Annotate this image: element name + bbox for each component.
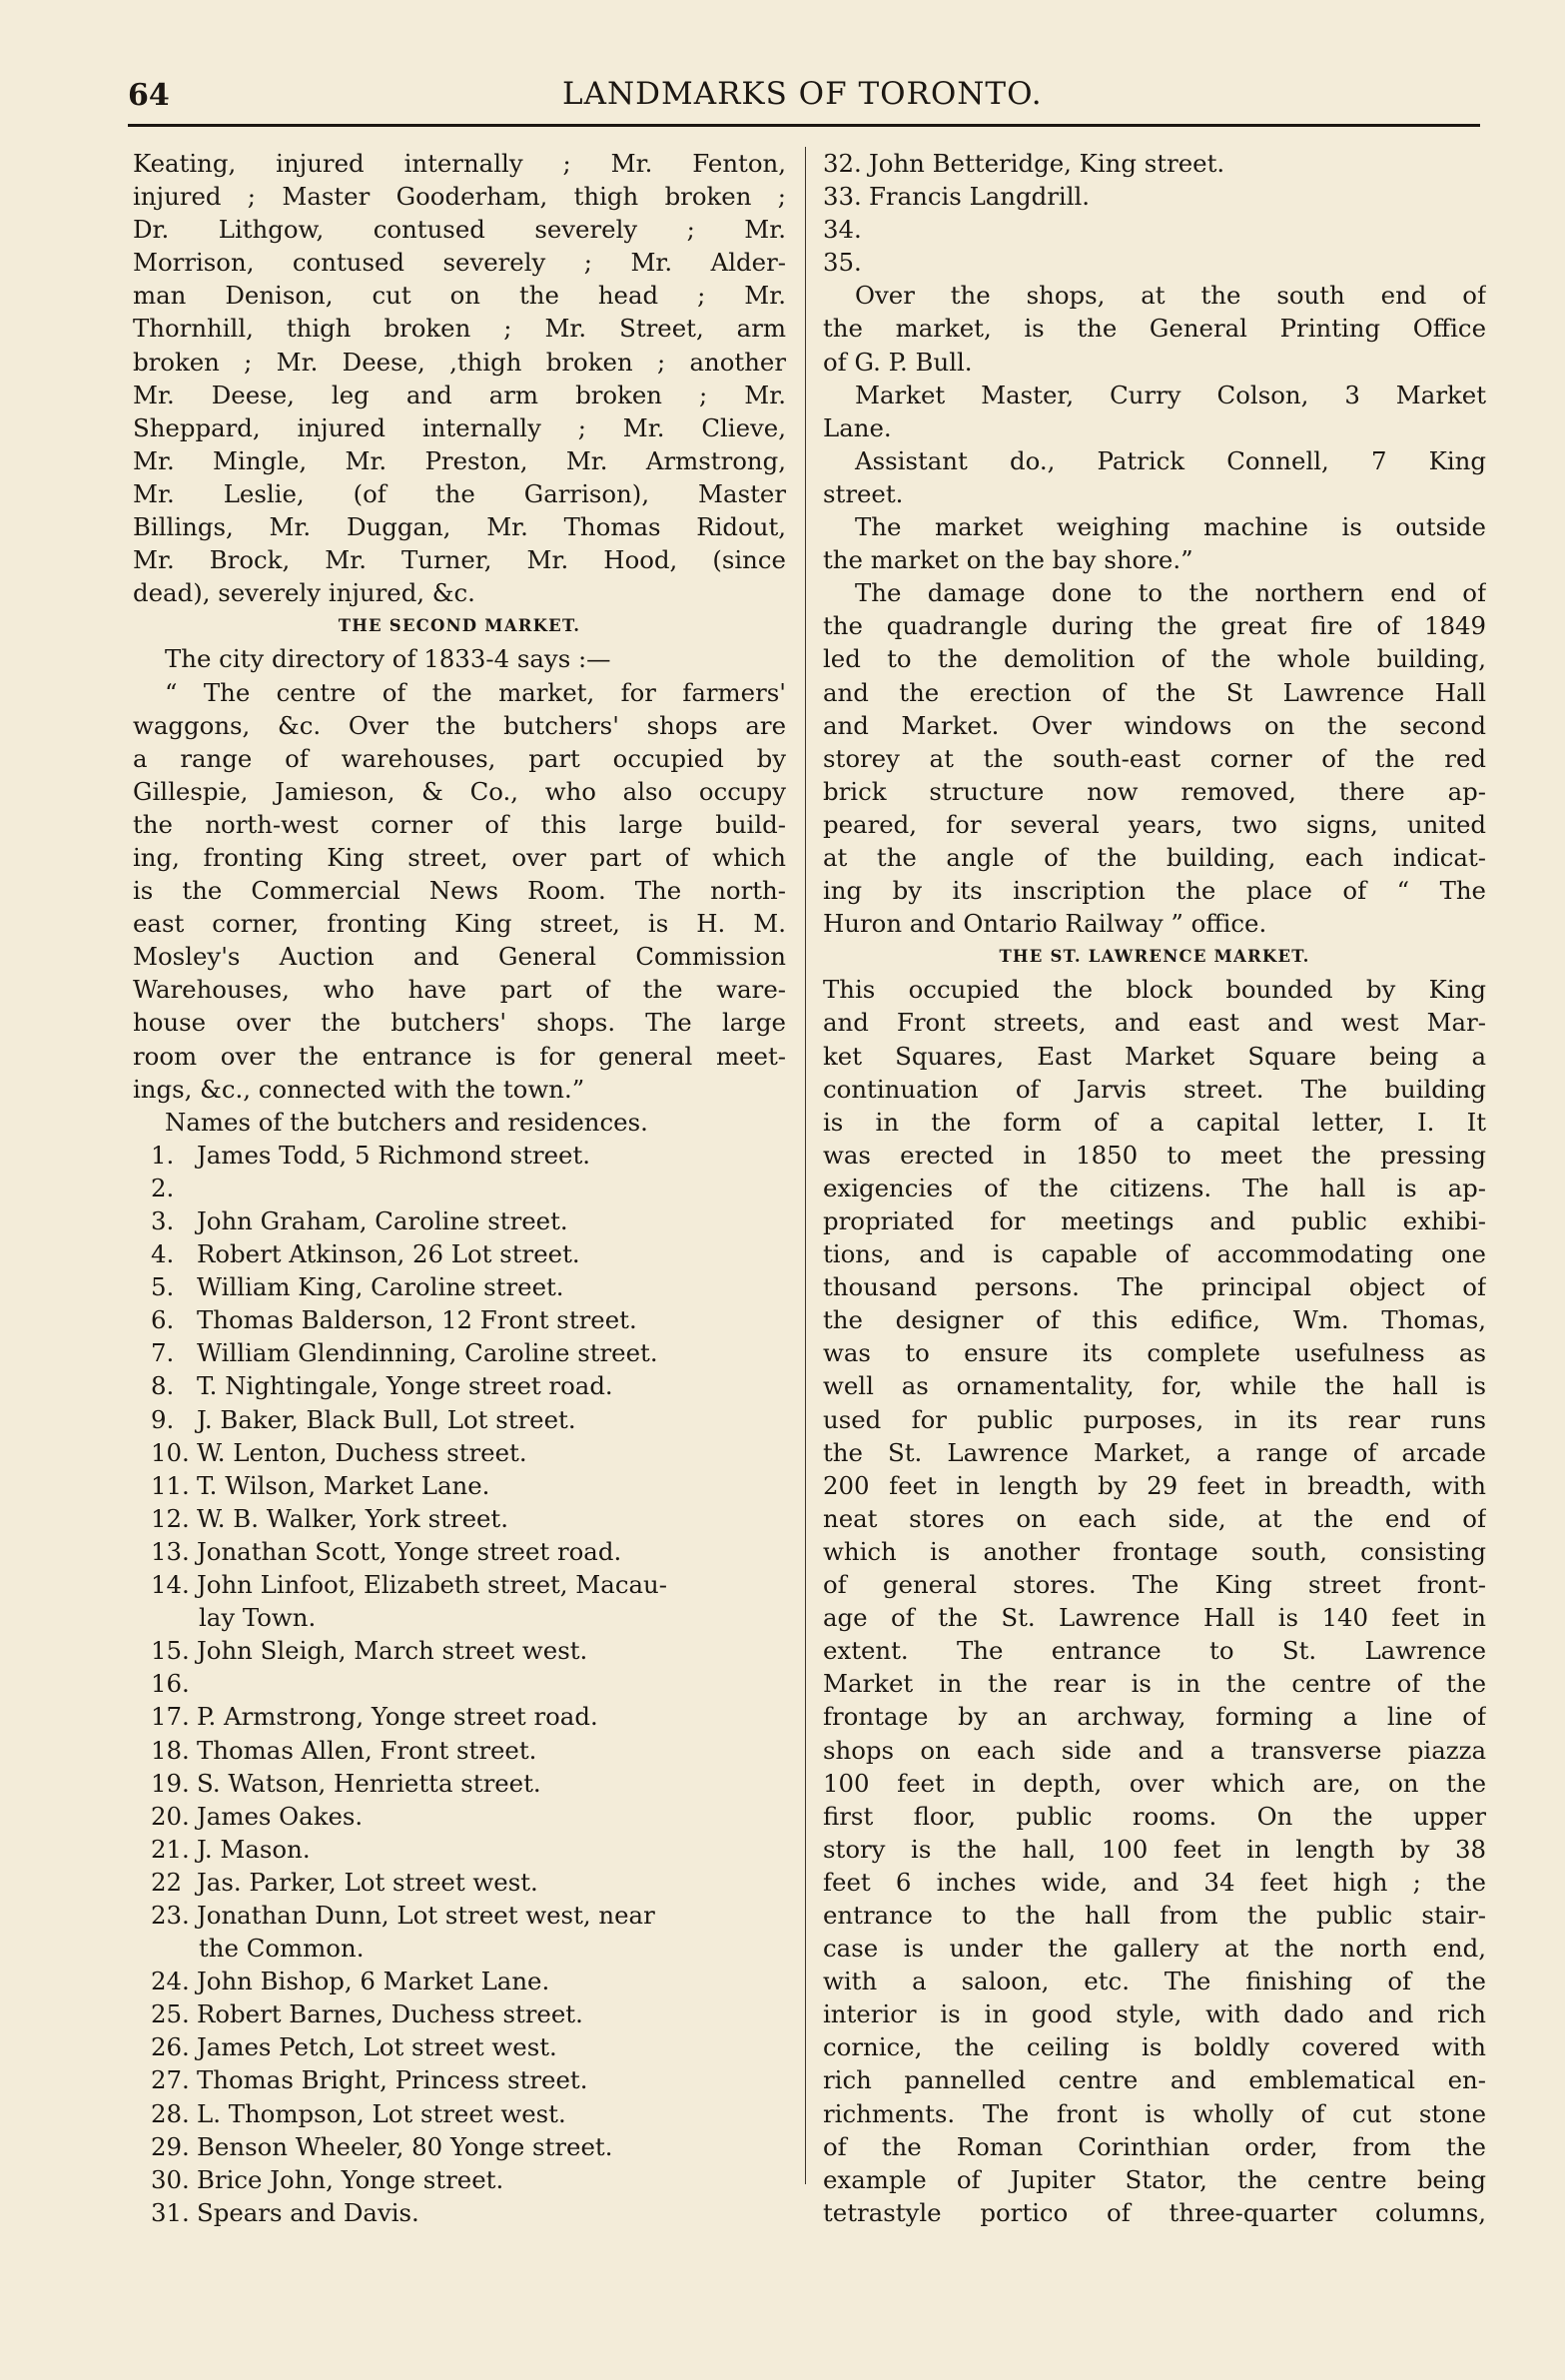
list-item <box>133 1369 786 1402</box>
text-line: Mr. Mingle, Mr. Preston, Mr. Armstrong, <box>133 445 786 475</box>
list-item-number: 7. <box>151 1338 175 1368</box>
text-line: feet 6 inches wide, and 34 feet high ; the <box>823 1867 1486 1897</box>
list-item-text: J. Baker, Black Bull, Lot street. <box>197 1404 576 1434</box>
list-item <box>133 1568 786 1601</box>
text-line: Market Master, Curry Colson, 3 Market <box>855 380 1486 409</box>
list-item-text: John Graham, Caroline street. <box>197 1206 568 1235</box>
list-item-number: 32. <box>823 149 862 178</box>
list-item-text: James Todd, 5 Richmond street. <box>197 1140 591 1170</box>
list-item-number: 4. <box>151 1239 175 1269</box>
text-line: Assistant do., Patrick Connell, 7 King <box>855 445 1486 475</box>
list-item-text: James Petch, Lot street west. <box>197 2032 557 2062</box>
text-line: with a saloon, etc. The finishing of the <box>823 1967 1486 1996</box>
text-line: Over the shops, at the south end of <box>855 281 1486 311</box>
list-item <box>133 1667 786 1700</box>
list-item-text: John Betteridge, King street. <box>869 149 1225 178</box>
list-item <box>133 1403 786 1436</box>
list-item <box>133 2063 786 2096</box>
list-item-text: Thomas Bright, Princess street. <box>197 2065 588 2095</box>
text-line: the Common. <box>199 1934 365 1964</box>
list-item-number: 24. <box>151 1967 190 1996</box>
list-item-number: 30. <box>151 2164 190 2194</box>
text-line: storey at the south-east corner of the red <box>823 743 1486 773</box>
text-line: frontage by an archway, forming a line of <box>823 1702 1486 1732</box>
text-line: Warehouses, who have part of the ware- <box>133 975 786 1005</box>
text-line: and Front streets, and east and west Mar- <box>823 1008 1486 1038</box>
running-title: LANDMARKS OF TORONTO. <box>562 76 1043 112</box>
text-line: Lane. <box>823 412 892 442</box>
list-item <box>133 2130 786 2163</box>
list-item-number: 8. <box>151 1371 175 1401</box>
list-item <box>823 180 1486 213</box>
list-item <box>823 147 1486 180</box>
list-item <box>133 1767 786 1800</box>
text-line: exigencies of the citizens. The hall is ap- <box>823 1173 1486 1202</box>
text-line: was to ensure its complete usefulness as <box>823 1338 1486 1368</box>
list-item-text: James Oakes. <box>197 1801 364 1831</box>
list-item-number: 20. <box>151 1801 190 1831</box>
list-item-text: J. Mason. <box>197 1834 311 1864</box>
list-item <box>823 213 1486 246</box>
list-item <box>133 1700 786 1733</box>
text-line: brick structure now removed, there ap- <box>823 776 1486 806</box>
list-item-text: Thomas Allen, Front street. <box>197 1735 537 1765</box>
text-line: peared, for several years, two signs, united <box>823 809 1486 839</box>
text-line: ket Squares, East Market Square being a <box>823 1041 1486 1071</box>
list-item-text: John Sleigh, March street west. <box>197 1636 588 1666</box>
list-item-number: 28. <box>151 2098 190 2128</box>
list-item <box>823 246 1486 279</box>
text-line: street. <box>823 478 904 508</box>
list-item <box>133 1237 786 1270</box>
text-line: The city directory of 1833-4 says :— <box>165 644 611 674</box>
text-line: of G. P. Bull. <box>823 347 973 377</box>
list-item <box>133 1303 786 1336</box>
list-item <box>133 1270 786 1303</box>
list-item-number: 25. <box>151 1999 190 2029</box>
list-item-number: 12. <box>151 1503 190 1533</box>
text-line: lay Town. <box>199 1603 317 1633</box>
text-line: Names of the butchers and residences. <box>165 1107 648 1137</box>
list-item <box>133 1997 786 2030</box>
list-item-text: Brice John, Yonge street. <box>197 2164 504 2194</box>
list-item-text: T. Wilson, Market Lane. <box>197 1470 490 1500</box>
list-item-text: Benson Wheeler, 80 Yonge street. <box>197 2131 613 2161</box>
list-item-number: 9. <box>151 1404 175 1434</box>
text-line: the market on the bay shore.” <box>823 545 1193 575</box>
list-item-text: John Linfoot, Elizabeth street, Macau- <box>197 1570 667 1600</box>
list-item-number: 2. <box>151 1173 175 1202</box>
column-divider <box>805 147 806 2184</box>
list-item-text: P. Armstrong, Yonge street road. <box>197 1702 598 1732</box>
text-line: injured ; Master Gooderham, thigh broken ; <box>133 182 786 212</box>
list-item-number: 23. <box>151 1900 190 1930</box>
text-line: Market in the rear is in the centre of the <box>823 1669 1486 1699</box>
text-line: Huron and Ontario Railway ” office. <box>823 909 1267 939</box>
list-item-number: 33. <box>823 182 862 212</box>
list-item-text: John Bishop, 6 Market Lane. <box>197 1967 550 1996</box>
list-item-text: Jas. Parker, Lot street west. <box>197 1867 538 1897</box>
text-line: ings, &c., connected with the town.” <box>133 1074 585 1104</box>
text-line: The damage done to the northern end of <box>855 578 1486 608</box>
list-item-text: Spears and Davis. <box>197 2197 419 2227</box>
list-item-text: Francis Langdrill. <box>869 182 1091 212</box>
text-line: broken ; Mr. Deese, ,thigh broken ; another <box>133 347 786 377</box>
list-item-text: Thomas Balderson, 12 Front street. <box>197 1305 637 1335</box>
list-item-number: 19. <box>151 1768 190 1798</box>
list-item-text: William King, Caroline street. <box>197 1272 564 1302</box>
right-column <box>823 147 1486 2229</box>
list-item-text: William Glendinning, Caroline street. <box>197 1338 658 1368</box>
list-item <box>133 1800 786 1833</box>
text-line: and the erection of the St Lawrence Hall <box>823 677 1486 707</box>
text-line: neat stores on each side, at the end of <box>823 1503 1486 1533</box>
list-item-text: Robert Barnes, Duchess street. <box>197 1999 583 2029</box>
text-line: room over the entrance is for general meet- <box>133 1041 786 1071</box>
text-line: This occupied the block bounded by King <box>823 975 1486 1005</box>
list-item <box>133 1734 786 1767</box>
text-line: east corner, fronting King street, is H. M. <box>133 909 786 939</box>
list-item-number: 21. <box>151 1834 190 1864</box>
text-line: Mr. Leslie, (of the Garrison), Master <box>133 478 786 508</box>
section-heading: THE ST. LAWRENCE MARKET. <box>999 947 1310 967</box>
list-item-number: 34. <box>823 215 862 245</box>
list-item-number: 26. <box>151 2032 190 2062</box>
list-item-number: 29. <box>151 2131 190 2161</box>
list-item-number: 5. <box>151 1272 175 1302</box>
text-line: age of the St. Lawrence Hall is 140 feet in <box>823 1603 1486 1633</box>
list-item-text: S. Watson, Henrietta street. <box>197 1768 541 1798</box>
text-line: story is the hall, 100 feet in length by 38 <box>823 1834 1486 1864</box>
text-line: a range of warehouses, part occupied by <box>133 743 786 773</box>
list-item-number: 14. <box>151 1570 190 1600</box>
list-item-text: W. Lenton, Duchess street. <box>197 1437 527 1467</box>
text-line: the market, is the General Printing Office <box>823 314 1486 344</box>
list-item-number: 11. <box>151 1470 190 1500</box>
list-item-number: 18. <box>151 1735 190 1765</box>
text-line: case is under the gallery at the north end, <box>823 1934 1486 1964</box>
list-item <box>133 1336 786 1369</box>
text-line: the quadrangle during the great fire of 1849 <box>823 611 1486 641</box>
list-item <box>133 1502 786 1535</box>
text-line: at the angle of the building, each indicat- <box>823 842 1486 872</box>
list-item <box>133 1965 786 1997</box>
text-line: interior is in good style, with dado and rich <box>823 1999 1486 2029</box>
text-line: waggons, &c. Over the butchers' shops are <box>133 710 786 740</box>
list-item <box>133 1634 786 1667</box>
list-item-number: 1. <box>151 1140 175 1170</box>
list-item <box>133 1469 786 1502</box>
list-item <box>133 1899 786 1932</box>
list-item-number: 27. <box>151 2065 190 2095</box>
text-line: is in the form of a capital letter, I. It <box>823 1107 1486 1137</box>
text-line: Sheppard, injured internally ; Mr. Clieve, <box>133 412 786 442</box>
text-line: well as ornamentality, for, while the hall is <box>823 1371 1486 1401</box>
text-line: “ The centre of the market, for farmers' <box>165 677 786 707</box>
list-item <box>133 1535 786 1568</box>
list-item-number: 16. <box>151 1669 190 1699</box>
text-line: example of Jupiter Stator, the centre being <box>823 2164 1486 2194</box>
text-line: tetrastyle portico of three-quarter columns, <box>823 2197 1486 2227</box>
text-line: Mr. Deese, leg and arm broken ; Mr. <box>133 380 786 409</box>
text-line: which is another frontage south, consisting <box>823 1536 1486 1566</box>
text-line: ing, fronting King street, over part of which <box>133 842 786 872</box>
text-line: shops on each side and a transverse piazza <box>823 1735 1486 1765</box>
list-item <box>133 2097 786 2130</box>
text-line: Mosley's Auction and General Commission <box>133 942 786 972</box>
text-line: richments. The front is wholly of cut stone <box>823 2098 1486 2128</box>
list-item-text: L. Thompson, Lot street west. <box>197 2098 566 2128</box>
text-line: house over the butchers' shops. The large <box>133 1008 786 1038</box>
text-line: man Denison, cut on the head ; Mr. <box>133 281 786 311</box>
text-line: propriated for meetings and public exhibi- <box>823 1206 1486 1235</box>
list-item-text: Jonathan Dunn, Lot street west, near <box>197 1900 655 1930</box>
list-item-number: 10. <box>151 1437 190 1467</box>
list-item <box>133 2030 786 2063</box>
list-item-text: Robert Atkinson, 26 Lot street. <box>197 1239 580 1269</box>
list-item <box>133 2196 786 2229</box>
list-item-number: 31. <box>151 2197 190 2227</box>
text-line: Keating, injured internally ; Mr. Fenton, <box>133 149 786 178</box>
text-line: Morrison, contused severely ; Mr. Alder- <box>133 248 786 278</box>
text-line: 200 feet in length by 29 feet in breadth, with <box>823 1470 1486 1500</box>
text-line: led to the demolition of the whole building, <box>823 644 1486 674</box>
text-line: of general stores. The King street front- <box>823 1570 1486 1600</box>
list-item-number: 3. <box>151 1206 175 1235</box>
text-line: the north-west corner of this large build- <box>133 809 786 839</box>
text-line: continuation of Jarvis street. The building <box>823 1074 1486 1104</box>
section-heading: THE SECOND MARKET. <box>338 616 581 636</box>
list-item-text: T. Nightingale, Yonge street road. <box>197 1371 613 1401</box>
list-item <box>133 1436 786 1469</box>
list-item-text: W. B. Walker, York street. <box>197 1503 508 1533</box>
text-line: extent. The entrance to St. Lawrence <box>823 1636 1486 1666</box>
text-line: first floor, public rooms. On the upper <box>823 1801 1486 1831</box>
text-line: Dr. Lithgow, contused severely ; Mr. <box>133 215 786 245</box>
left-column <box>133 147 786 2229</box>
list-item-text: Jonathan Scott, Yonge street road. <box>197 1536 622 1566</box>
text-line: 100 feet in depth, over which are, on the <box>823 1768 1486 1798</box>
text-line: the designer of this edifice, Wm. Thomas, <box>823 1305 1486 1335</box>
page-number: 64 <box>128 78 170 113</box>
text-line: and Market. Over windows on the second <box>823 710 1486 740</box>
list-item <box>133 1139 786 1172</box>
list-item <box>133 1172 786 1204</box>
text-line: dead), severely injured, &c. <box>133 578 475 608</box>
text-line: the St. Lawrence Market, a range of arcade <box>823 1437 1486 1467</box>
list-item <box>133 1833 786 1866</box>
text-line: ing by its inscription the place of “ The <box>823 876 1486 906</box>
text-line: thousand persons. The principal object of <box>823 1272 1486 1302</box>
list-item <box>133 1866 786 1899</box>
text-line: The market weighing machine is outside <box>855 512 1486 542</box>
text-line: is the Commercial News Room. The north- <box>133 876 786 906</box>
text-line: entrance to the hall from the public stair- <box>823 1900 1486 1930</box>
text-line: Gillespie, Jamieson, & Co., who also occupy <box>133 776 786 806</box>
text-line: tions, and is capable of accommodating one <box>823 1239 1486 1269</box>
list-item-number: 6. <box>151 1305 175 1335</box>
text-line: rich pannelled centre and emblematical en- <box>823 2065 1486 2095</box>
text-line: was erected in 1850 to meet the pressing <box>823 1140 1486 1170</box>
list-item-number: 22 <box>151 1867 183 1897</box>
list-item-number: 15. <box>151 1636 190 1666</box>
text-line: used for public purposes, in its rear runs <box>823 1404 1486 1434</box>
list-item <box>133 2163 786 2196</box>
list-item-number: 35. <box>823 248 862 278</box>
text-line: Billings, Mr. Duggan, Mr. Thomas Ridout, <box>133 512 786 542</box>
page-header <box>128 76 1480 127</box>
list-item <box>133 1204 786 1237</box>
list-item-number: 13. <box>151 1536 190 1566</box>
list-item-number: 17. <box>151 1702 190 1732</box>
text-line: cornice, the ceiling is boldly covered with <box>823 2032 1486 2062</box>
text-line: of the Roman Corinthian order, from the <box>823 2131 1486 2161</box>
text-line: Thornhill, thigh broken ; Mr. Street, arm <box>133 314 786 344</box>
text-line: Mr. Brock, Mr. Turner, Mr. Hood, (since <box>133 545 786 575</box>
